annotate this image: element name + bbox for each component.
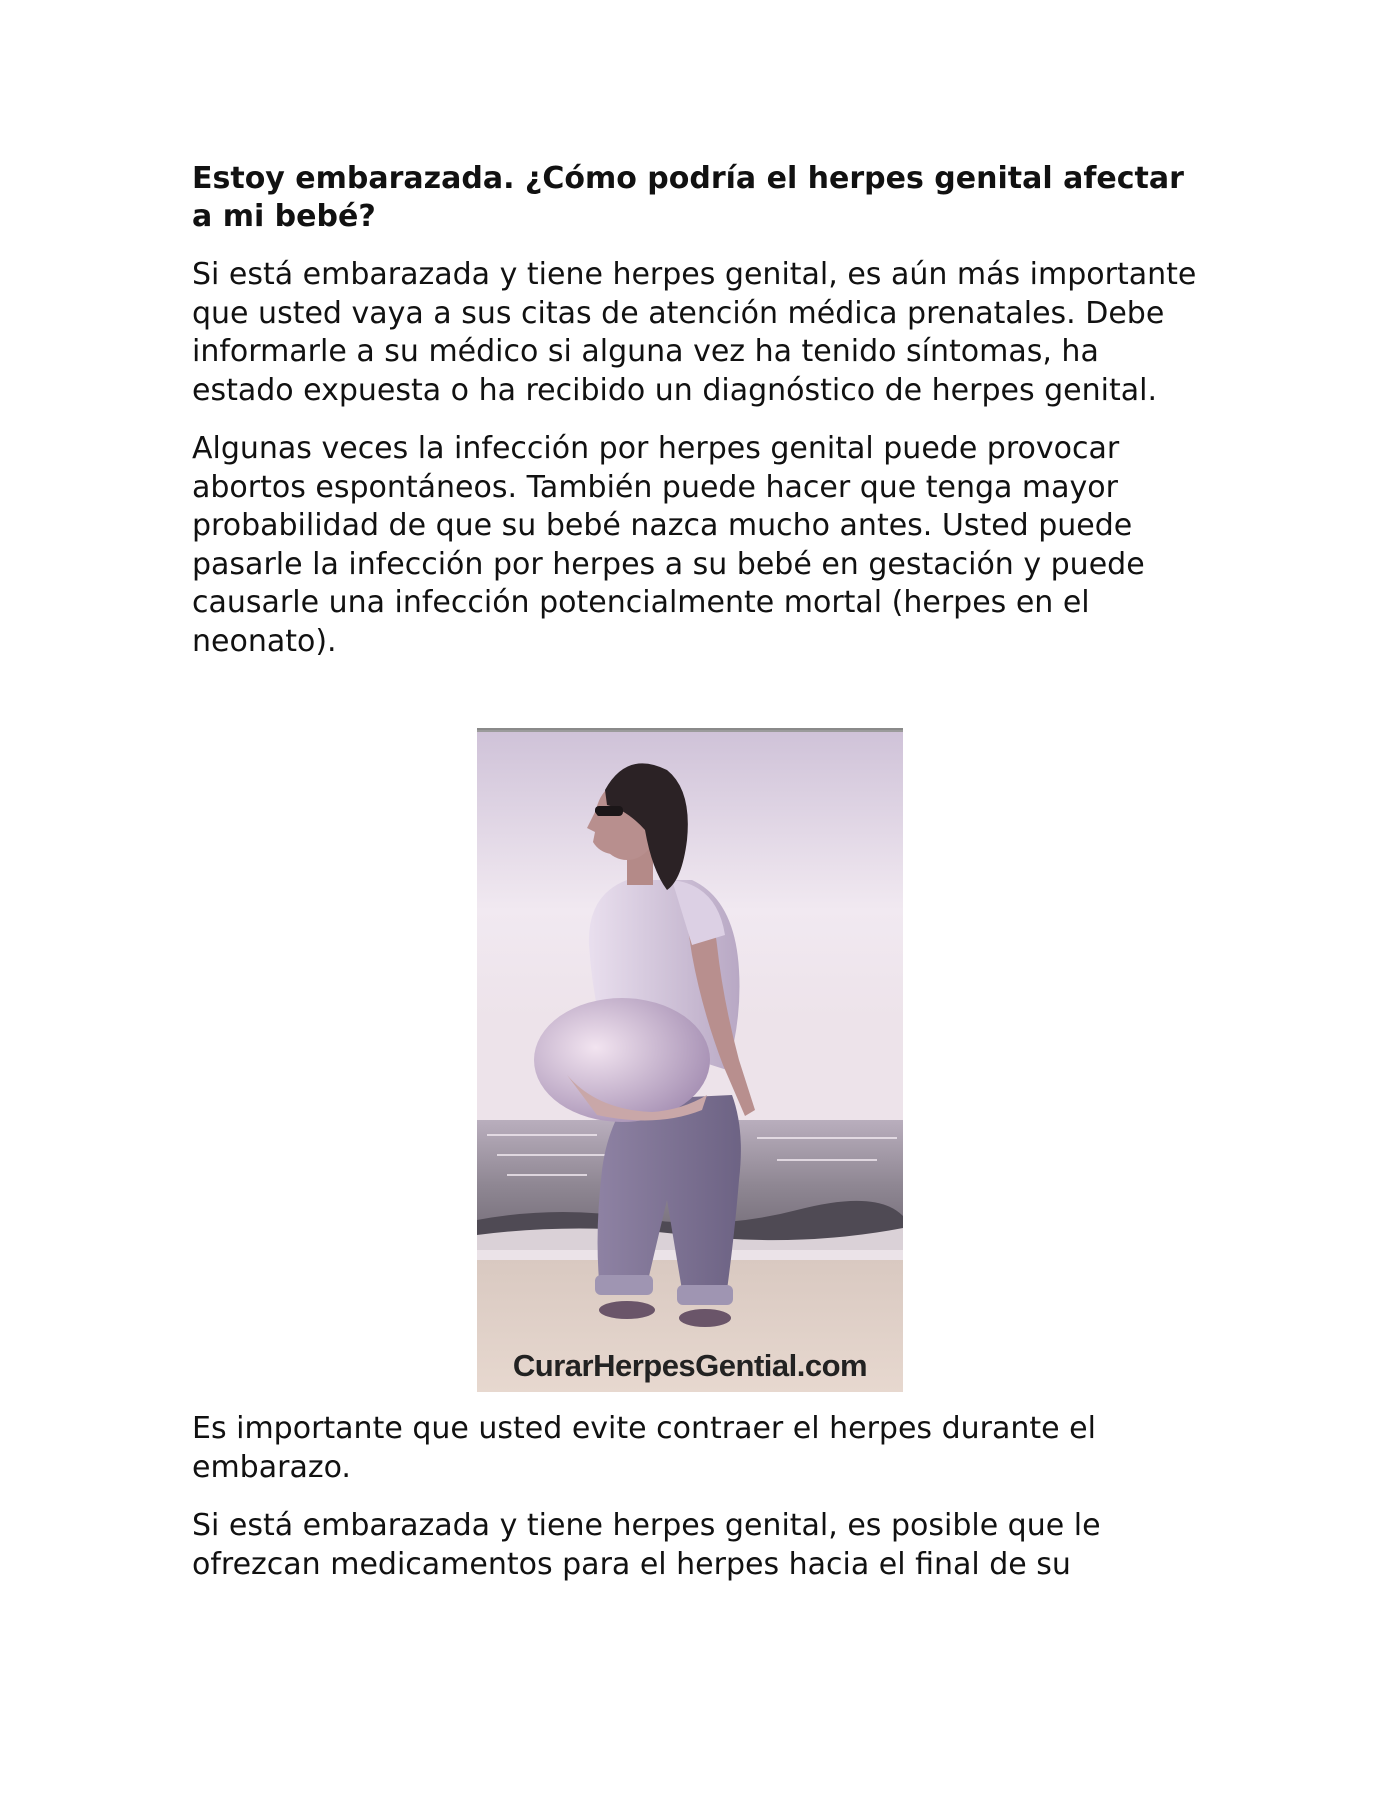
article-heading: Estoy embarazada. ¿Cómo podría el herpes genital afectar a mi bebé?	[192, 161, 1184, 234]
paragraph-3: Es importante que usted evite contraer el herpes durante el embarazo.	[192, 1411, 1096, 1485]
paragraph-1: Si está embarazada y tiene herpes genital, es aún más importante que usted vaya a sus citas de atención médica prenatales. Debe informarle a su médico si alguna vez ha tenido síntomas, ha estado expuesta o ha recibido un diagnóstico de herpes genital.	[192, 257, 1197, 408]
article-body	[192, 160, 1202, 681]
pregnant-woman-beach-photo	[477, 728, 903, 1392]
beach-photo-illustration	[477, 730, 903, 1392]
article-body-continued	[192, 1410, 1202, 1604]
paragraph-4: Si está embarazada y tiene herpes genital, es posible que le ofrezcan medicamentos para el herpes hacia el final de su	[192, 1508, 1101, 1582]
paragraph-2: Algunas veces la infección por herpes genital puede provocar abortos espontáneos. También puede hacer que tenga mayor probabilidad de que su bebé nazca mucho antes. Usted puede pasarle la infección por herpes a su bebé en gestación y puede causarle una infección potencialmente mortal (herpes en el neonato).	[192, 431, 1145, 659]
photo-watermark: CurarHerpesGential.com	[512, 1348, 868, 1383]
